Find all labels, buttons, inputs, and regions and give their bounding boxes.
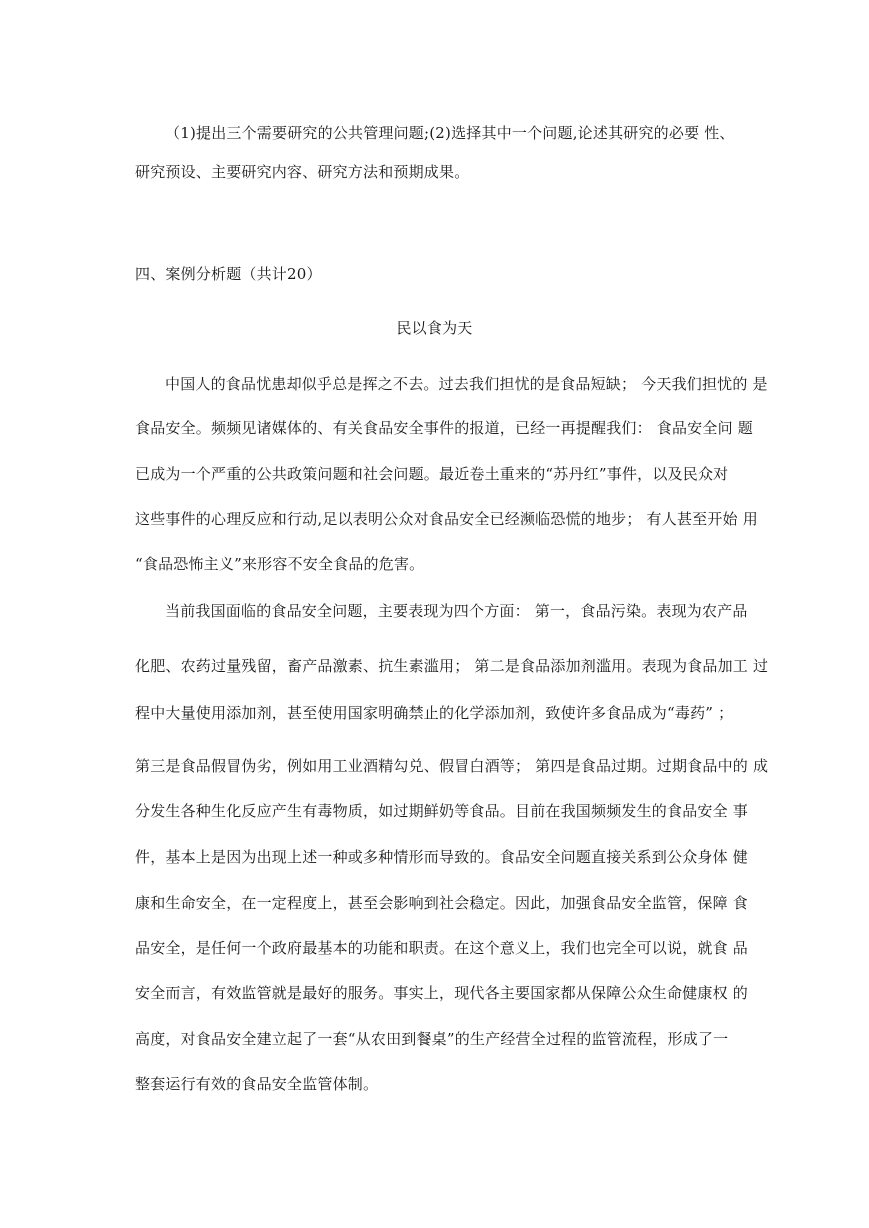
paragraph2-line-1: 当前我国面临的食品安全问题，主要表现为四个方面： 第一，食品污染。表现为农产品 bbox=[165, 602, 748, 620]
paragraph2-line-11: 整套运行有效的食品安全监管体制。 bbox=[135, 1075, 379, 1093]
question-line-1: （1)提出三个需要研究的公共管理问题;(2)选择其中一个问题,论述其研究的必要 性、 bbox=[165, 124, 735, 142]
paragraph2-line-4: 第三是食品假冒伪劣，例如用工业酒精勾兑、假冒白酒等； 第四是食品过期。过期食品中的 成 bbox=[135, 757, 769, 775]
paragraph2-line-6: 件，基本上是因为出现上述一种或多种情形而导致的。食品安全问题直接关系到公众身体 健 bbox=[135, 848, 748, 866]
paragraph1-line-2: 食品安全。频频见诸媒体的、有关食品安全事件的报道，已经一再提醒我们： 食品安全问 题 bbox=[135, 419, 753, 437]
paragraph1-line-4: 这些事件的心理反应和行动,足以表明公众对食品安全已经濒临恐慌的地步； 有人甚至开始 用 bbox=[135, 510, 758, 528]
paragraph2-line-8: 品安全，是任何一个政府最基本的功能和职责。在这个意义上，我们也完全可以说，就食 品 bbox=[135, 939, 748, 957]
paragraph2-line-7: 康和生命安全，在一定程度上，甚至会影响到社会稳定。因此，加强食品安全监管，保障 食 bbox=[135, 894, 748, 912]
case-title: 民以食为天 bbox=[396, 319, 473, 337]
paragraph1-line-5: “食品恐怖主义”来形容不安全食品的危害。 bbox=[135, 555, 425, 573]
question-line-2: 研究预设、主要研究内容、研究方法和预期成果。 bbox=[135, 163, 470, 181]
paragraph2-line-3: 程中大量使用添加剂，甚至使用国家明确禁止的化学添加剂，致使许多食品成为“毒药” ； bbox=[135, 704, 734, 722]
paragraph1-line-1: 中国人的食品忧患却似乎总是挥之不去。过去我们担忧的是食品短缺； 今天我们担忧的 是 bbox=[165, 375, 768, 393]
paragraph2-line-10: 高度，对食品安全建立起了一套“从农田到餐桌”的生产经营全过程的监管流程，形成了一 bbox=[135, 1030, 729, 1048]
paragraph2-line-9: 安全而言，有效监管就是最好的服务。事实上，现代各主要国家都从保障公众生命健康权 的 bbox=[135, 984, 748, 1002]
paragraph1-line-3: 已成为一个严重的公共政策问题和社会问题。最近卷土重来的“苏丹红”事件，以及民众对 bbox=[135, 465, 729, 483]
paragraph2-line-5: 分发生各种生化反应产生有毒物质，如过期鲜奶等食品。目前在我国频频发生的食品安全 事 bbox=[135, 802, 748, 820]
paragraph2-line-2: 化肥、农药过量残留，畜产品激素、抗生素滥用； 第二是食品添加剂滥用。表现为食品加工 过 bbox=[135, 657, 769, 675]
section-heading: 四、案例分析题（共计20） bbox=[135, 265, 322, 283]
